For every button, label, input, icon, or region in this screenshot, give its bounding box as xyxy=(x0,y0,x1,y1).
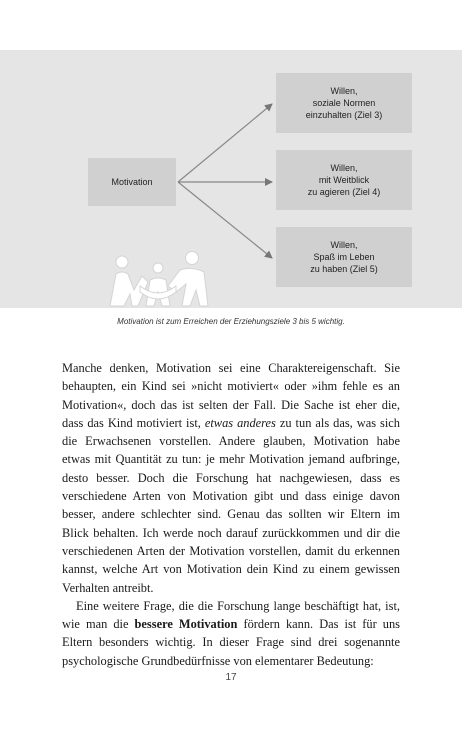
motivation-node xyxy=(88,158,176,206)
arrow-to-goal-3 xyxy=(178,104,272,182)
goal-node-label: Willen, soziale Normen einzuhalten (Ziel 3) xyxy=(305,86,383,120)
figure-caption: Motivation ist zum Erreichen der Erziehungsziele 3 bis 5 wichtig. xyxy=(117,317,345,326)
paragraph-1-part-a: Manche denken, Motivation sei eine Charaktereigenschaft. Sie behaupten, ein Kind sei »nicht motiviert« oder »ihm fehle es an Motivation«, doch das ist selten der Fall. Die Sache ist eher die, dass das Kind motiviert ist, xyxy=(62,361,400,430)
goal-node-4 xyxy=(276,150,412,210)
motivation-node-label: Motivation xyxy=(111,177,153,187)
paragraph-1-part-b: zu tun als das, was sich die Erwachsenen vorstellen. Andere glauben, Motivation habe etwas mit Quantität zu tun: je mehr Motivation jemand aufbringe, desto besser. Doch die Forschung hat nachgewiesen, dass es verschiedene Arten von Motivation gibt und dass einige davon besser, andere schlechter sind. Genau das sollten wir Eltern im Blick behalten. Ich werde noch darauf zurückkommen und dir die verschiedenen Arten der Motivation vorstellen, damit du erkennen kannst, welche Art von Motivation dein Kind zu einem gewissen Verhalten antreibt. xyxy=(62,415,400,595)
bold-text: bessere Motivation xyxy=(134,617,238,632)
diagram-panel xyxy=(0,50,462,308)
goal-node-5 xyxy=(276,227,412,287)
paragraph-1 xyxy=(62,359,400,597)
family-figures-icon xyxy=(104,246,214,308)
goal-node-label: Willen, mit Weitblick zu agieren (Ziel 4) xyxy=(307,163,381,197)
paragraph-2 xyxy=(62,597,400,670)
goal-node-3 xyxy=(276,73,412,133)
paragraph-2-part-a: Eine weitere Frage, die die Forschung lange beschäftigt hat, ist, wie man die xyxy=(62,598,400,632)
goal-node-label: Willen, Spaß im Leben zu haben (Ziel 5) xyxy=(310,240,378,274)
page-number: 17 xyxy=(225,672,237,683)
emphasis-text: etwas anderes xyxy=(204,415,276,430)
paragraph-2-part-b: fördern kann. Das ist für uns Eltern besonders wichtig. In dieser Frage sind drei sogenannte psychologische Grundbedürfnisse von elementarer Bedeutung: xyxy=(62,617,401,668)
body-text xyxy=(62,359,400,670)
